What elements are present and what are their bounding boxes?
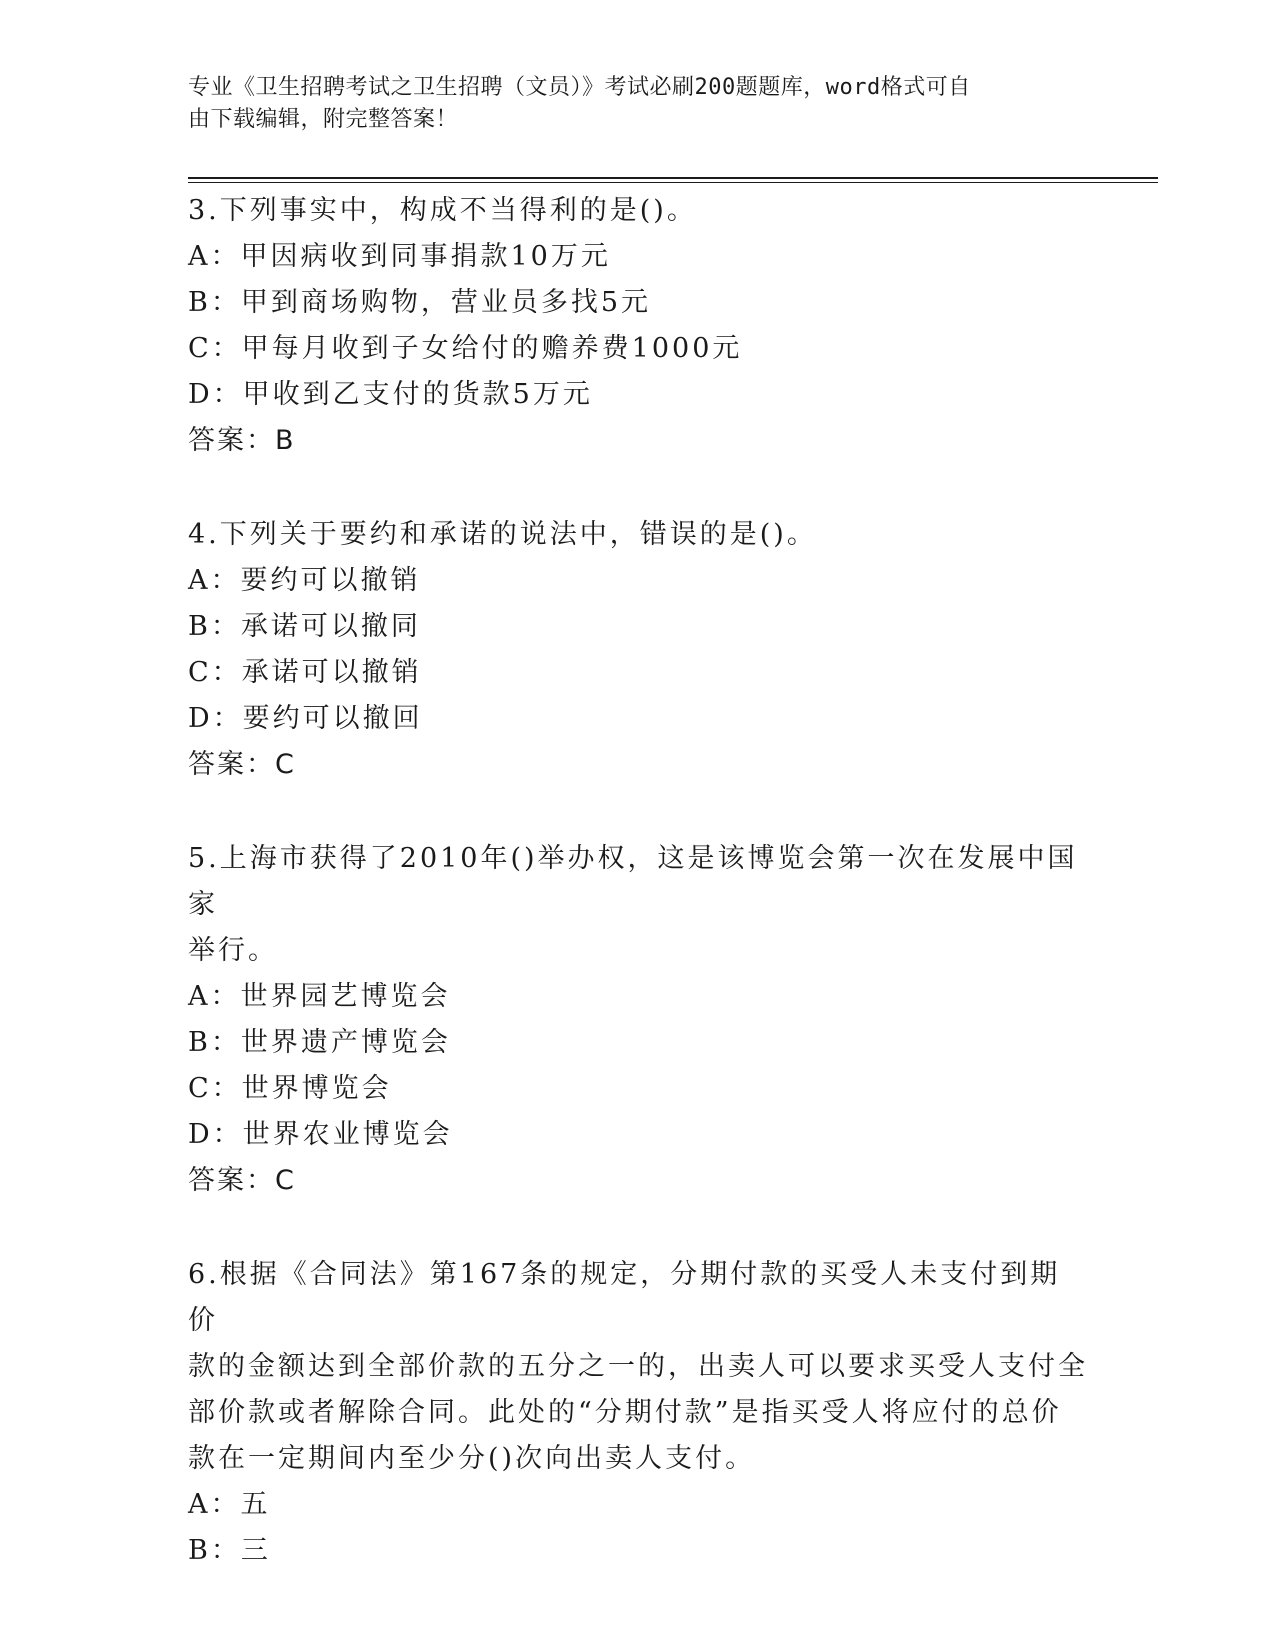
option-d: D：世界农业博览会 bbox=[188, 1119, 453, 1150]
question-stem-line-2: 款的金额达到全部价款的五分之一的，出卖人可以要求买受人支付全 bbox=[188, 1351, 1088, 1382]
header-line-1: 专业《卫生招聘考试之卫生招聘（文员）》考试必刷200题题库，word格式可自 bbox=[188, 75, 971, 100]
question-stem: 3.下列事实中，构成不当得利的是()。 bbox=[188, 195, 697, 226]
header-divider-thick bbox=[188, 177, 1158, 179]
question-block bbox=[188, 188, 1088, 464]
option-b: B：甲到商场购物，营业员多找5元 bbox=[188, 287, 652, 318]
option-b: B：承诺可以撤同 bbox=[188, 611, 421, 642]
header-divider-thin bbox=[188, 182, 1158, 183]
question-list bbox=[188, 188, 1088, 1622]
document-header bbox=[188, 72, 1078, 136]
question-stem-line-1: 6.根据《合同法》第167条的规定，分期付款的买受人未支付到期价 bbox=[188, 1259, 1061, 1336]
question-stem-line-4: 款在一定期间内至少分()次向出卖人支付。 bbox=[188, 1443, 756, 1474]
question-stem-line-3: 部价款或者解除合同。此处的“分期付款”是指买受人将应付的总价 bbox=[188, 1397, 1062, 1428]
option-a: A：要约可以撤销 bbox=[188, 565, 421, 596]
option-a: A：五 bbox=[188, 1489, 271, 1520]
answer-line: 答案：B bbox=[188, 425, 296, 456]
answer-line: 答案：C bbox=[188, 1165, 296, 1196]
question-block bbox=[188, 836, 1088, 1204]
option-d: D：甲收到乙支付的货款5万元 bbox=[188, 379, 593, 410]
answer-line: 答案：C bbox=[188, 749, 296, 780]
option-a: A：甲因病收到同事捐款10万元 bbox=[188, 241, 611, 272]
question-stem-line-1: 5.上海市获得了2010年()举办权，这是该博览会第一次在发展中国家 bbox=[188, 843, 1078, 920]
option-d: D：要约可以撤回 bbox=[188, 703, 423, 734]
question-stem-line-2: 举行。 bbox=[188, 935, 278, 966]
option-c: C：世界博览会 bbox=[188, 1073, 392, 1104]
question-block bbox=[188, 512, 1088, 788]
option-b: B：三 bbox=[188, 1535, 271, 1566]
question-stem: 4.下列关于要约和承诺的说法中，错误的是()。 bbox=[188, 519, 817, 550]
option-a: A：世界园艺博览会 bbox=[188, 981, 451, 1012]
option-b: B：世界遗产博览会 bbox=[188, 1027, 451, 1058]
question-block bbox=[188, 1252, 1088, 1574]
header-line-2: 由下载编辑，附完整答案！ bbox=[188, 107, 459, 132]
option-c: C：承诺可以撤销 bbox=[188, 657, 422, 688]
option-c: C：甲每月收到子女给付的赡养费1000元 bbox=[188, 333, 743, 364]
